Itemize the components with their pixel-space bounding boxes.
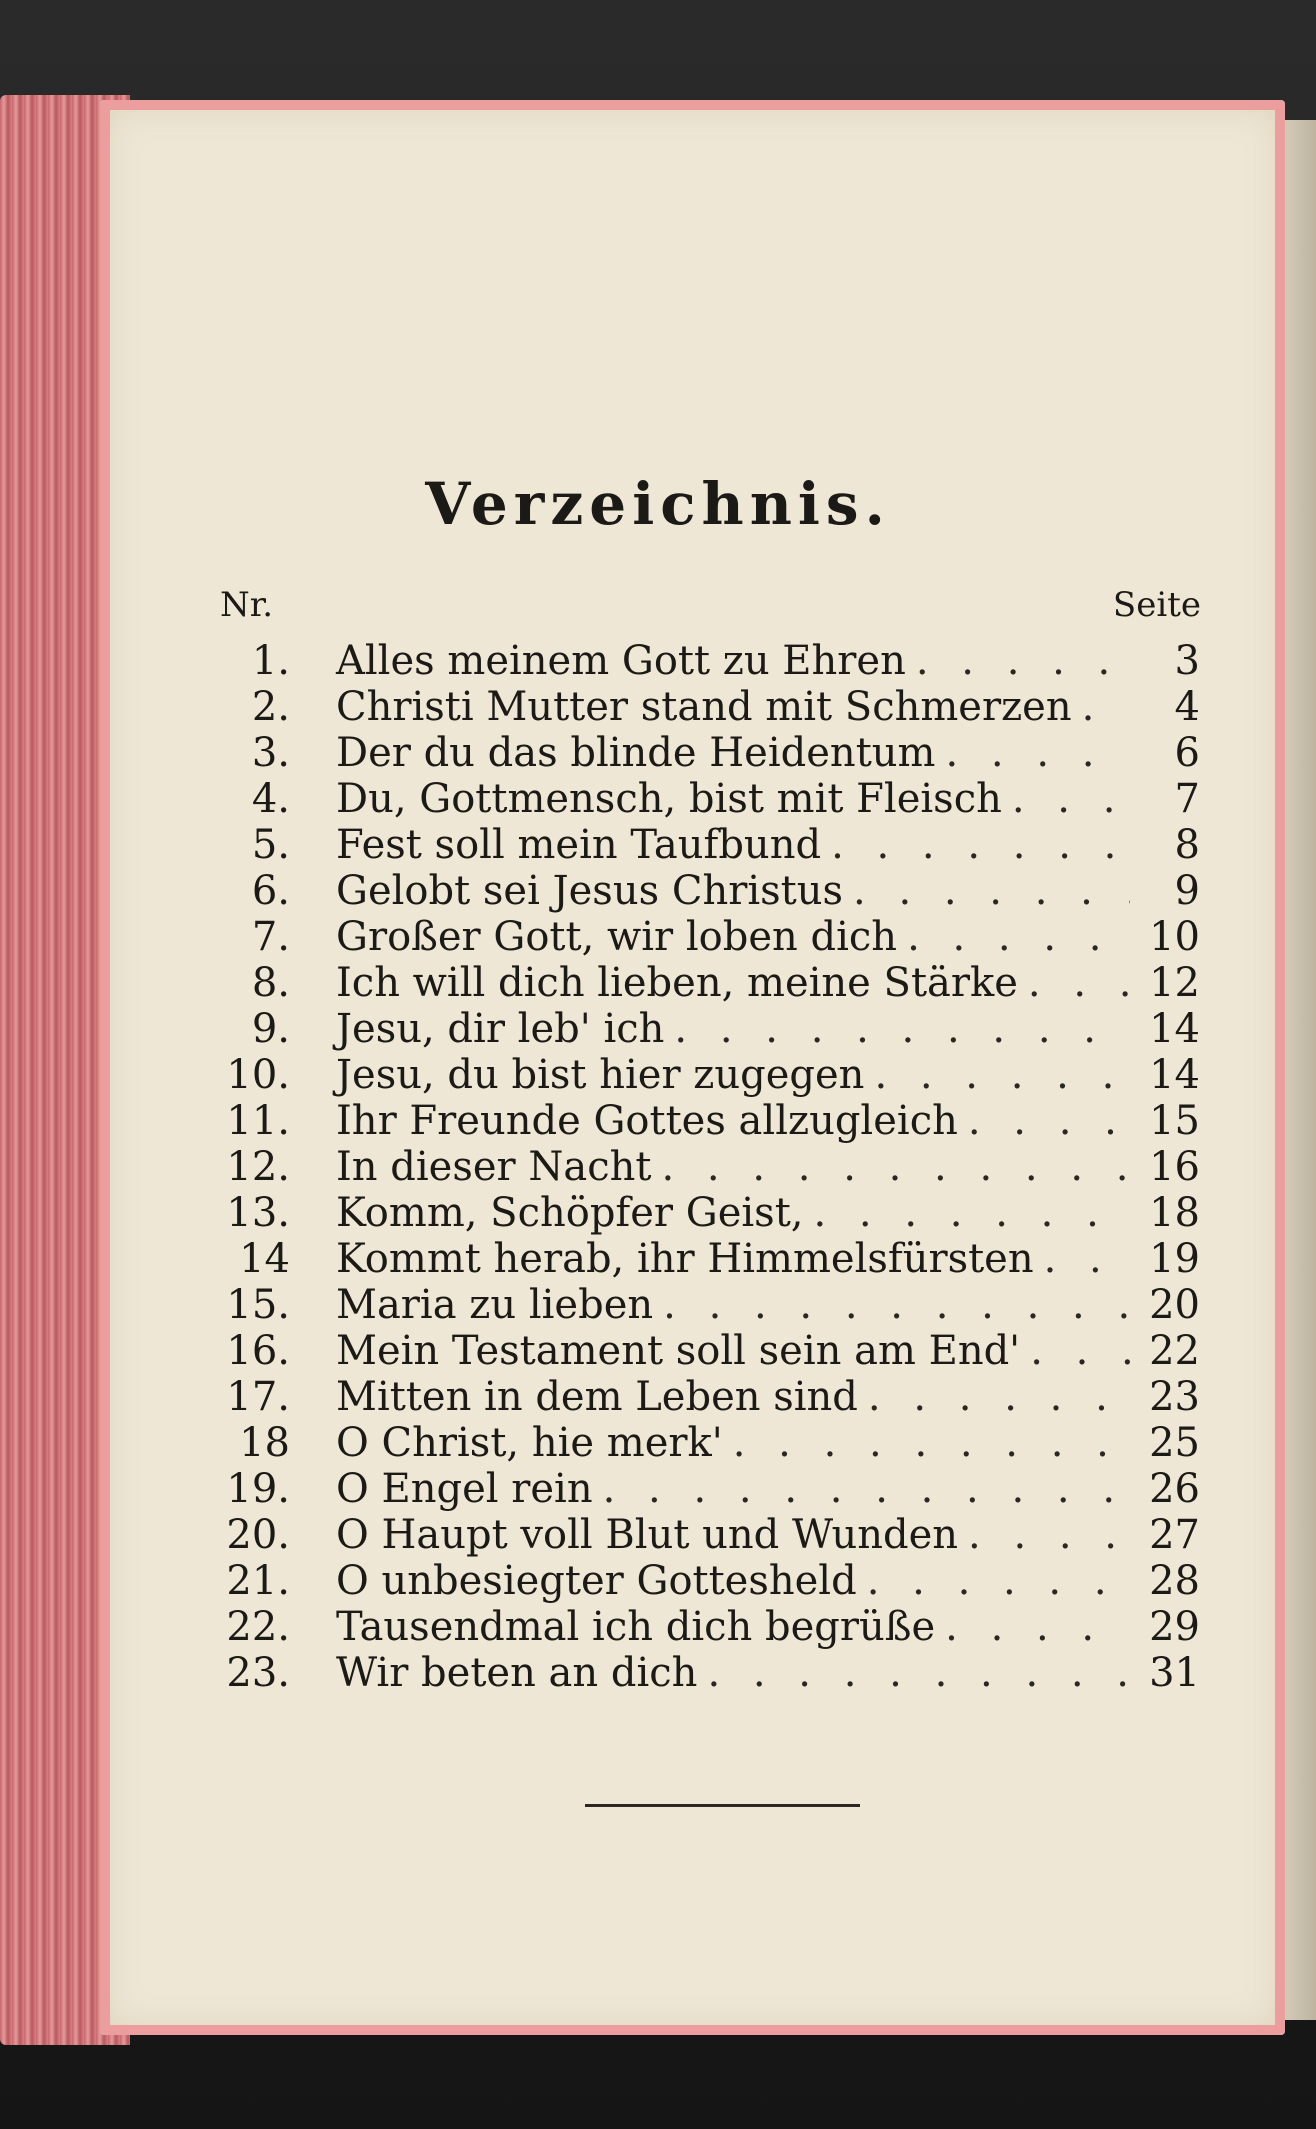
entry-title: Ich will dich lieben, meine Stärke [336,960,1018,1006]
entry-number: 21. [226,1558,290,1604]
entry-number: 19. [226,1466,290,1512]
dot-leader [853,868,1130,914]
entry-page-number: 23 [1149,1374,1200,1420]
entry-number: 1. [251,638,290,684]
entry-number: 8. [251,960,290,1006]
toc-entry [200,1144,1200,1190]
entry-title: In dieser Nacht [336,1144,652,1190]
toc-entry [200,868,1200,914]
toc-entry [200,1466,1200,1512]
entry-page-number: 26 [1149,1466,1200,1512]
entry-number: 3. [251,730,290,776]
toc-entry [200,960,1200,1006]
dot-leader [663,1282,1130,1328]
entry-title: O unbesiegter Gottesheld [336,1558,857,1604]
toc-entry [200,914,1200,960]
entry-title: Tausendmal ich dich begrüße [336,1604,936,1650]
toc-entry [200,730,1200,776]
dot-leader [867,1558,1130,1604]
entry-number: 7. [251,914,290,960]
page-title: Verzeichnis. [425,470,891,538]
entry-page-number: 16 [1149,1144,1200,1190]
entry-number: 20. [226,1512,290,1558]
dot-leader [968,1512,1130,1558]
entry-number: 2. [251,684,290,730]
entry-page-number: 14 [1149,1052,1200,1098]
entry-title: Ihr Freunde Gottes allzugleich [336,1098,958,1144]
toc-entry [200,822,1200,868]
dot-leader [1044,1236,1130,1282]
toc-entry [200,1512,1200,1558]
entry-number: 4. [251,776,290,822]
entry-title: Maria zu lieben [336,1282,654,1328]
entry-page-number: 20 [1149,1282,1200,1328]
toc-entry [200,1190,1200,1236]
dot-leader [813,1190,1130,1236]
dot-leader [1028,960,1130,1006]
dot-leader [707,1650,1130,1696]
entry-page-number: 7 [1174,776,1200,822]
entry-number: 6. [251,868,290,914]
entry-title: Kommt herab, ihr Himmelsfürsten [336,1236,1034,1282]
toc-entry [200,1328,1200,1374]
entry-page-number: 18 [1149,1190,1200,1236]
entry-title: Du, Gottmensch, bist mit Fleisch [336,776,1002,822]
entry-number: 18 [239,1420,290,1466]
toc-entry [200,1374,1200,1420]
dot-leader [1082,684,1130,730]
entry-number: 9. [251,1006,290,1052]
dot-leader [868,1374,1130,1420]
entry-title: O Christ, hie merk' [336,1420,723,1466]
dot-leader [907,914,1130,960]
entry-title: Der du das blinde Heidentum [336,730,936,776]
entry-page-number: 22 [1149,1328,1200,1374]
toc-entry [200,1558,1200,1604]
toc-entry [200,1282,1200,1328]
entry-page-number: 25 [1149,1420,1200,1466]
entry-number: 22. [226,1604,290,1650]
toc-entry [200,1420,1200,1466]
entry-page-number: 9 [1174,868,1200,914]
entry-page-number: 3 [1174,638,1200,684]
toc-entry [200,1236,1200,1282]
entry-title: Christi Mutter stand mit Schmerzen [336,684,1072,730]
column-header-nr: Nr. [220,585,274,625]
dot-leader [674,1006,1130,1052]
entry-number: 10. [226,1052,290,1098]
entry-page-number: 28 [1149,1558,1200,1604]
entry-page-number: 29 [1149,1604,1200,1650]
closing-rule [585,1804,860,1807]
toc-entry [200,684,1200,730]
dot-leader [968,1098,1130,1144]
entry-page-number: 14 [1149,1006,1200,1052]
dot-leader [1012,776,1130,822]
entry-title: Großer Gott, wir loben dich [336,914,898,960]
entry-number: 14 [239,1236,290,1282]
dot-leader [945,1604,1130,1650]
entry-page-number: 8 [1174,822,1200,868]
entry-page-number: 27 [1149,1512,1200,1558]
toc-entry [200,1006,1200,1052]
entry-number: 16. [226,1328,290,1374]
column-header-seite: Seite [1112,585,1201,625]
toc-entry [200,1650,1200,1696]
entry-page-number: 15 [1149,1098,1200,1144]
entry-page-number: 6 [1174,730,1200,776]
entry-title: Mitten in dem Leben sind [336,1374,858,1420]
entry-number: 11. [226,1098,290,1144]
dot-leader [661,1144,1130,1190]
dot-leader [874,1052,1130,1098]
entry-page-number: 31 [1149,1650,1200,1696]
dot-leader [945,730,1130,776]
entry-title: Jesu, dir leb' ich [336,1006,665,1052]
entry-number: 12. [226,1144,290,1190]
entry-number: 5. [251,822,290,868]
toc-entry [200,1098,1200,1144]
dot-leader [1030,1328,1130,1374]
entry-number: 17. [226,1374,290,1420]
dot-leader [603,1466,1130,1512]
toc-entry [200,1604,1200,1650]
dot-leader [916,638,1130,684]
entry-title: Mein Testament soll sein am End' [336,1328,1021,1374]
entry-title: Komm, Schöpfer Geist, [336,1190,804,1236]
table-of-contents [200,638,1200,1696]
entry-number: 15. [226,1282,290,1328]
toc-entry [200,1052,1200,1098]
entry-number: 13. [226,1190,290,1236]
entry-page-number: 10 [1149,914,1200,960]
entry-title: Fest soll mein Taufbund [336,822,822,868]
entry-title: Wir beten an dich [336,1650,698,1696]
toc-entry [200,776,1200,822]
entry-title: Jesu, du bist hier zugegen [336,1052,865,1098]
entry-page-number: 12 [1149,960,1200,1006]
entry-title: Alles meinem Gott zu Ehren [336,638,906,684]
entry-page-number: 19 [1149,1236,1200,1282]
entry-title: Gelobt sei Jesus Christus [336,868,844,914]
entry-title: O Engel rein [336,1466,593,1512]
entry-number: 23. [226,1650,290,1696]
dot-leader [733,1420,1130,1466]
dot-leader [831,822,1130,868]
toc-entry [200,638,1200,684]
entry-title: O Haupt voll Blut und Wunden [336,1512,959,1558]
entry-page-number: 4 [1174,684,1200,730]
